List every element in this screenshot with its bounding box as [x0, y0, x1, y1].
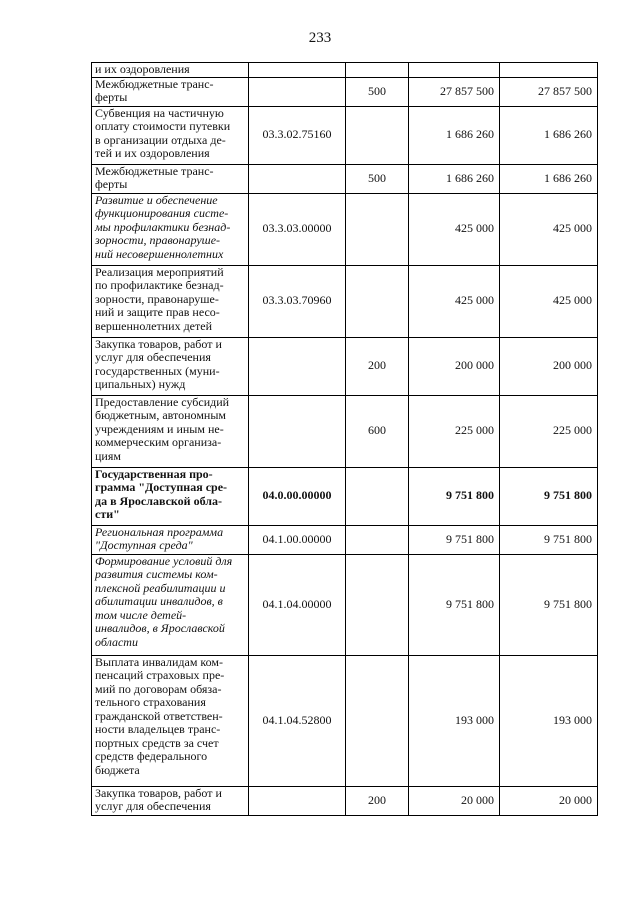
table-row — [92, 337, 598, 395]
table-row — [92, 786, 598, 815]
row-name-cell: Субвенция на частичную оплату стоимости путевки в организации отдыха де- тей и их оздоровления — [92, 106, 249, 164]
row-value-2024-cell: 425 000 — [409, 265, 500, 337]
row-code-cell — [249, 337, 346, 395]
row-type-cell — [346, 655, 409, 786]
row-code-cell — [249, 786, 346, 815]
row-code-cell — [249, 395, 346, 467]
table-row — [92, 655, 598, 786]
row-code-cell — [249, 77, 346, 106]
row-code-cell: 03.3.03.70960 — [249, 265, 346, 337]
row-value-2024-cell: 9 751 800 — [409, 467, 500, 525]
row-value-2024-cell: 425 000 — [409, 193, 500, 265]
row-code-cell — [249, 164, 346, 193]
row-code-cell — [249, 63, 346, 78]
row-value-2025-cell: 1 686 260 — [500, 106, 598, 164]
row-value-2024-cell: 200 000 — [409, 337, 500, 395]
row-type-cell: 200 — [346, 337, 409, 395]
row-type-cell — [346, 193, 409, 265]
row-value-2024-cell: 9 751 800 — [409, 525, 500, 554]
row-name-cell: Региональная программа "Доступная среда" — [92, 525, 249, 554]
row-value-2024-cell: 27 857 500 — [409, 77, 500, 106]
row-value-2024-cell: 225 000 — [409, 395, 500, 467]
table-row — [92, 164, 598, 193]
table-row — [92, 77, 598, 106]
row-code-cell: 04.1.04.52800 — [249, 655, 346, 786]
row-name-cell: Межбюджетные транс- ферты — [92, 77, 249, 106]
row-name-cell: Развитие и обеспечение функционирования систе- мы профилактики безнад- зорности, правонаруше- ний несовершеннолетних — [92, 193, 249, 265]
row-value-2025-cell: 20 000 — [500, 786, 598, 815]
row-code-cell: 03.3.02.75160 — [249, 106, 346, 164]
table-row — [92, 554, 598, 655]
row-value-2025-cell: 200 000 — [500, 337, 598, 395]
row-name-cell: Закупка товаров, работ и услуг для обеспечения государственных (муни- ципальных) нужд — [92, 337, 249, 395]
row-name-cell: и их оздоровления — [92, 63, 249, 78]
row-value-2025-cell: 9 751 800 — [500, 525, 598, 554]
row-type-cell — [346, 467, 409, 525]
row-type-cell: 500 — [346, 164, 409, 193]
table-row — [92, 395, 598, 467]
row-code-cell: 04.0.00.00000 — [249, 467, 346, 525]
row-name-cell: Закупка товаров, работ и услуг для обеспечения — [92, 786, 249, 815]
row-type-cell: 500 — [346, 77, 409, 106]
row-value-2024-cell: 1 686 260 — [409, 106, 500, 164]
row-code-cell: 04.1.04.00000 — [249, 554, 346, 655]
row-value-2025-cell: 225 000 — [500, 395, 598, 467]
table-row — [92, 63, 598, 78]
row-code-cell: 03.3.03.00000 — [249, 193, 346, 265]
row-type-cell — [346, 63, 409, 78]
row-value-2025-cell: 9 751 800 — [500, 467, 598, 525]
row-value-2025-cell: 1 686 260 — [500, 164, 598, 193]
row-value-2025-cell — [500, 63, 598, 78]
row-name-cell: Предоставление субсидий бюджетным, автономным учреждениям и иным не- коммерческим организа- циям — [92, 395, 249, 467]
row-type-cell — [346, 106, 409, 164]
table-row — [92, 525, 598, 554]
budget-table-body — [92, 63, 598, 816]
row-type-cell — [346, 525, 409, 554]
row-name-cell: Формирование условий для развития системы ком- плексной реабилитации и абилитации инвалидов, в том числе детей- инвалидов, в Ярославской области — [92, 554, 249, 655]
row-value-2024-cell: 20 000 — [409, 786, 500, 815]
row-type-cell — [346, 265, 409, 337]
row-type-cell: 600 — [346, 395, 409, 467]
row-name-cell: Выплата инвалидам ком- пенсаций страховых пре- мий по договорам обяза- тельного страхования гражданской ответствен- ности владельцев транс- портных средств за счет средств федерального бюджета — [92, 655, 249, 786]
row-name-cell: Межбюджетные транс- ферты — [92, 164, 249, 193]
row-value-2025-cell: 9 751 800 — [500, 554, 598, 655]
row-code-cell: 04.1.00.00000 — [249, 525, 346, 554]
row-type-cell — [346, 554, 409, 655]
table-row — [92, 467, 598, 525]
row-value-2025-cell: 27 857 500 — [500, 77, 598, 106]
row-value-2025-cell: 425 000 — [500, 265, 598, 337]
table-row — [92, 193, 598, 265]
table-row — [92, 106, 598, 164]
row-value-2025-cell: 193 000 — [500, 655, 598, 786]
row-type-cell: 200 — [346, 786, 409, 815]
row-value-2024-cell: 1 686 260 — [409, 164, 500, 193]
row-value-2024-cell: 193 000 — [409, 655, 500, 786]
row-name-cell: Государственная про- грамма "Доступная сре- да в Ярославской обла- сти" — [92, 467, 249, 525]
row-name-cell: Реализация мероприятий по профилактике безнад- зорности, правонаруше- ний и защите прав несо- вершеннолетних детей — [92, 265, 249, 337]
row-value-2024-cell — [409, 63, 500, 78]
budget-table — [91, 62, 598, 816]
page-number: 233 — [308, 30, 332, 46]
table-row — [92, 265, 598, 337]
row-value-2025-cell: 425 000 — [500, 193, 598, 265]
row-value-2024-cell: 9 751 800 — [409, 554, 500, 655]
